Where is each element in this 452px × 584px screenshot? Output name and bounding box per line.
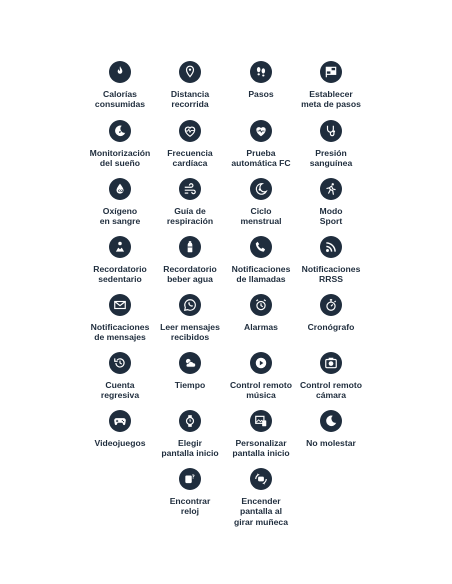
watch-icon (179, 410, 201, 432)
feature-label: Tiempo (174, 380, 206, 390)
feature-label: Distancia recorrida (170, 89, 210, 110)
feature-label: Personalizar pantalla inicio (232, 438, 290, 459)
feature-label: Calorías consumidas (94, 89, 146, 110)
wrist-turn-icon (250, 468, 272, 490)
feature-label: Encontrar reloj (169, 496, 211, 517)
footprints-icon (250, 61, 272, 83)
feature-label: Leer mensajes recibidos (160, 322, 220, 343)
feature-label: Prueba automática FC (231, 148, 291, 169)
wind-icon (179, 178, 201, 200)
feature-no-molestar (279, 410, 383, 448)
play-icon (250, 352, 272, 374)
find-watch-icon (179, 468, 201, 490)
feature-label: Notificaciones de llamadas (231, 264, 291, 285)
envelope-icon (109, 294, 131, 316)
feature-establecer-meta-de-pasos (279, 61, 383, 110)
feature-label: Elegir pantalla inicio (161, 438, 219, 459)
svg-text:O2: O2 (117, 188, 124, 193)
feature-label: Notificaciones RRSS (301, 264, 361, 285)
feature-label: Modo Sport (319, 206, 343, 227)
photo-screen-icon (250, 410, 272, 432)
feature-label: No molestar (306, 438, 356, 448)
feature-label: Alarmas (244, 322, 278, 332)
phone-icon (250, 236, 272, 258)
crescent-moon-icon (320, 410, 342, 432)
alarm-clock-icon (250, 294, 272, 316)
stethoscope-icon (320, 120, 342, 142)
feature-label: Establecer meta de pasos (301, 89, 361, 110)
feature-label: Presión sanguínea (309, 148, 353, 169)
feature-notificaciones-rrss (279, 236, 383, 285)
countdown-icon (109, 352, 131, 374)
feature-label: Ciclo menstrual (240, 206, 282, 227)
rss-icon (320, 236, 342, 258)
whatsapp-icon (179, 294, 201, 316)
feature-label: Recordatorio sedentario (93, 264, 147, 285)
feature-encender-pantalla-al-girar-muneca (209, 468, 313, 527)
camera-icon (320, 352, 342, 374)
runner-icon (320, 178, 342, 200)
feature-label: Cronógrafo (307, 322, 355, 332)
feature-control-remoto-camara (279, 352, 383, 401)
feature-label: Encender pantalla al girar muñeca (234, 496, 288, 527)
feature-label: Control remoto cámara (299, 380, 363, 401)
feature-label: Notificaciones de mensajes (90, 322, 150, 343)
heart-monitor-icon (250, 120, 272, 142)
oxygen-drop-icon (109, 178, 131, 200)
feature-label: Control remoto música (229, 380, 293, 401)
sedentary-icon (109, 236, 131, 258)
feature-label: Recordatorio beber agua (163, 264, 217, 285)
feature-label: Frecuencia cardíaca (167, 148, 213, 169)
weather-icon (179, 352, 201, 374)
feature-cronografo (279, 294, 383, 332)
map-pin-icon (179, 61, 201, 83)
feature-presion-sanguinea (279, 120, 383, 169)
moon-clock-icon (109, 120, 131, 142)
feature-label: Monitorización del sueño (89, 148, 151, 169)
feature-label: Oxígeno en sangre (99, 206, 141, 227)
cycle-moon-icon (250, 178, 272, 200)
svg-text:?: ? (191, 474, 195, 481)
feature-modo-sport (279, 178, 383, 227)
heartbeat-icon (179, 120, 201, 142)
water-bottle-icon (179, 236, 201, 258)
gamepad-icon (109, 410, 131, 432)
feature-label: Videojuegos (94, 438, 146, 448)
flame-icon (109, 61, 131, 83)
svg-text:z: z (118, 129, 121, 134)
feature-label: Pasos (248, 89, 274, 99)
feature-label: Cuenta regresiva (100, 380, 140, 401)
goal-flag-icon (320, 61, 342, 83)
feature-label: Guía de respiración (166, 206, 214, 227)
stopwatch-icon (320, 294, 342, 316)
